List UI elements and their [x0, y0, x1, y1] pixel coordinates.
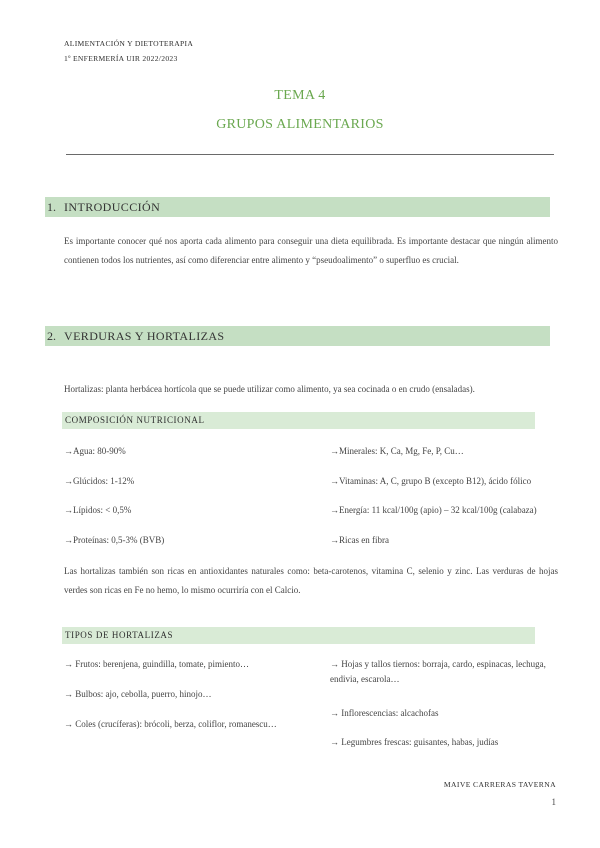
intro-paragraph: Es importante conocer qué nos aporta cada alimento para conseguir una dieta equilibrada. Es importante destacar que ningún alimento contienen todos los nutrientes, así como diferenciar entre alimento y “pseudoalimento” o superfluo es crucial. [64, 236, 558, 265]
title-divider [66, 154, 554, 155]
topic-title: TEMA 4 [274, 88, 326, 103]
section-heading-introduccion [45, 197, 550, 217]
section-number: 2. [47, 329, 56, 343]
subheading-composicion [62, 412, 535, 429]
list-item: → Legumbres frescas: guisantes, habas, judías [330, 737, 499, 747]
antioxidants-paragraph: Las hortalizas también son ricas en antioxidantes naturales como: beta-carotenos, vitamina C, selenio y zinc. Las verduras de hojas verdes son ricas en Fe no hemo, lo mismo ocurriría con el Calcio. [64, 566, 558, 595]
author-footer: MAIVE CARRERAS TAVERNA [443, 780, 556, 789]
list-item: → Frutos: berenjena, guindilla, tomate, pimiento… [64, 659, 249, 669]
section-number: 1. [47, 200, 56, 214]
list-item: →Glúcidos: 1-12% [64, 476, 135, 486]
list-item: → Hojas y tallos tiernos: borraja, cardo, espinacas, lechuga, endivia, escarola… [330, 659, 546, 684]
list-item: →Proteínas: 0,5-3% (BVB) [64, 535, 165, 545]
list-item: → Coles (crucíferas): brócoli, berza, coliflor, romanescu… [64, 719, 277, 729]
section-title: INTRODUCCIÓN [64, 200, 161, 214]
section-title: VERDURAS Y HORTALIZAS [64, 329, 225, 343]
page-title: GRUPOS ALIMENTARIOS [216, 117, 384, 132]
list-item: →Ricas en fibra [330, 535, 389, 545]
list-item: → Inflorescencias: alcachofas [330, 708, 439, 718]
list-item: →Agua: 80-90% [64, 446, 126, 456]
list-item: →Energía: 11 kcal/100g (apio) – 32 kcal/100g (calabaza) [330, 505, 537, 515]
subheading-tipos [62, 627, 535, 644]
page-number: 1 [551, 797, 556, 807]
subheading-title: TIPOS DE HORTALIZAS [65, 630, 174, 640]
course-header: ALIMENTACIÓN Y DIETOTERAPIA [64, 39, 194, 48]
section-heading-verduras [45, 326, 550, 346]
subheading-title: COMPOSICIÓN NUTRICIONAL [65, 415, 205, 425]
list-item: → Bulbos: ajo, cebolla, puerro, hinojo… [64, 689, 212, 699]
hortalizas-definition: Hortalizas: planta herbácea hortícola que se puede utilizar como alimento, ya sea cocinada o en crudo (ensaladas). [64, 384, 475, 394]
list-item: →Lípidos: < 0,5% [64, 505, 132, 515]
list-item: →Minerales: K, Ca, Mg, Fe, P, Cu… [330, 446, 464, 456]
list-item: →Vitaminas: A, C, grupo B (excepto B12), ácido fólico [330, 476, 532, 486]
program-header: 1º ENFERMERÍA UIR 2022/2023 [64, 54, 178, 63]
